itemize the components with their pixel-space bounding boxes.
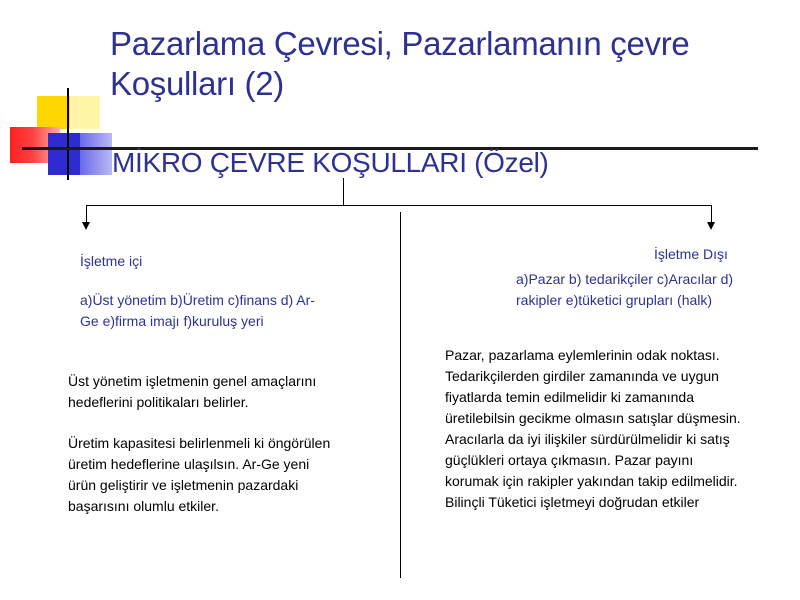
external-items-line-2: rakipler e)tüketici grupları (halk) [516, 292, 713, 308]
column-divider [400, 212, 401, 578]
internal-p2-line-2: üretim hedeflerine ulaşılsın. Ar-Ge yeni [68, 456, 310, 472]
arrow-down-right-icon [707, 222, 715, 230]
light-yellow-square [70, 96, 100, 129]
decorative-vertical-line [67, 88, 69, 180]
internal-heading: İşletme içi [80, 253, 143, 269]
internal-p2-line-4: başarısını olumlu etkiler. [68, 498, 219, 514]
external-line-7: korumak için rakipler yakından takip edilmelidir. [445, 473, 738, 489]
external-paragraph [445, 345, 797, 513]
external-heading: İşletme Dışı [654, 246, 728, 262]
connector-stem [343, 178, 344, 205]
external-line-3: fiyatlarda temin edilmelidir ki zamanında [445, 389, 694, 405]
internal-p1-line-1: Üst yönetim işletmenin genel amaçlarını [68, 373, 317, 389]
light-blue-square [80, 133, 112, 175]
internal-paragraph-2 [68, 433, 378, 517]
internal-p2-line-1: Üretim kapasitesi belirlenmeli ki öngörülen [68, 435, 331, 451]
title-line-1: Pazarlama Çevresi, Pazarlamanın çevre [110, 25, 690, 62]
arrow-down-left-icon [82, 222, 90, 230]
external-items-line-1: a)Pazar b) tedarikçiler c)Aracılar d) [516, 271, 734, 287]
connector-branch [86, 205, 712, 206]
external-line-2: Tedarikçilerden girdiler zamanında ve uygun [445, 368, 719, 384]
internal-items [80, 290, 380, 332]
title-line-2: Koşulları (2) [110, 65, 284, 102]
internal-p1-line-2: hedeflerini politikaları belirler. [68, 394, 249, 410]
internal-paragraph-1 [68, 371, 378, 413]
internal-p2-line-3: ürün geliştirir ve işletmenin pazardaki [68, 477, 299, 493]
external-line-8: Bilinçli Tüketici işletmeyi doğrudan etkiler [445, 494, 700, 510]
internal-items-line-1: a)Üst yönetim b)Üretim c)finans d) Ar- [80, 292, 315, 308]
external-line-5: Aracılarla da iyi ilişkiler sürdürülmelidir ki satış [445, 431, 730, 447]
external-line-4: üretilebilsin gecikme olmasın satışlar düşmesin. [445, 410, 741, 426]
external-line-1: Pazar, pazarlama eylemlerinin odak noktası. [445, 347, 720, 363]
yellow-square [37, 96, 70, 129]
internal-items-line-2: Ge e)firma imajı f)kuruluş yeri [80, 313, 264, 329]
slide-title [110, 24, 790, 104]
blue-square [48, 133, 80, 175]
external-items [516, 269, 786, 311]
slide-subtitle: MİKRO ÇEVRE KOŞULLARI (Özel) [112, 147, 549, 178]
external-line-6: güçlükleri ortaya çıkmasın. Pazar payını [445, 452, 694, 468]
